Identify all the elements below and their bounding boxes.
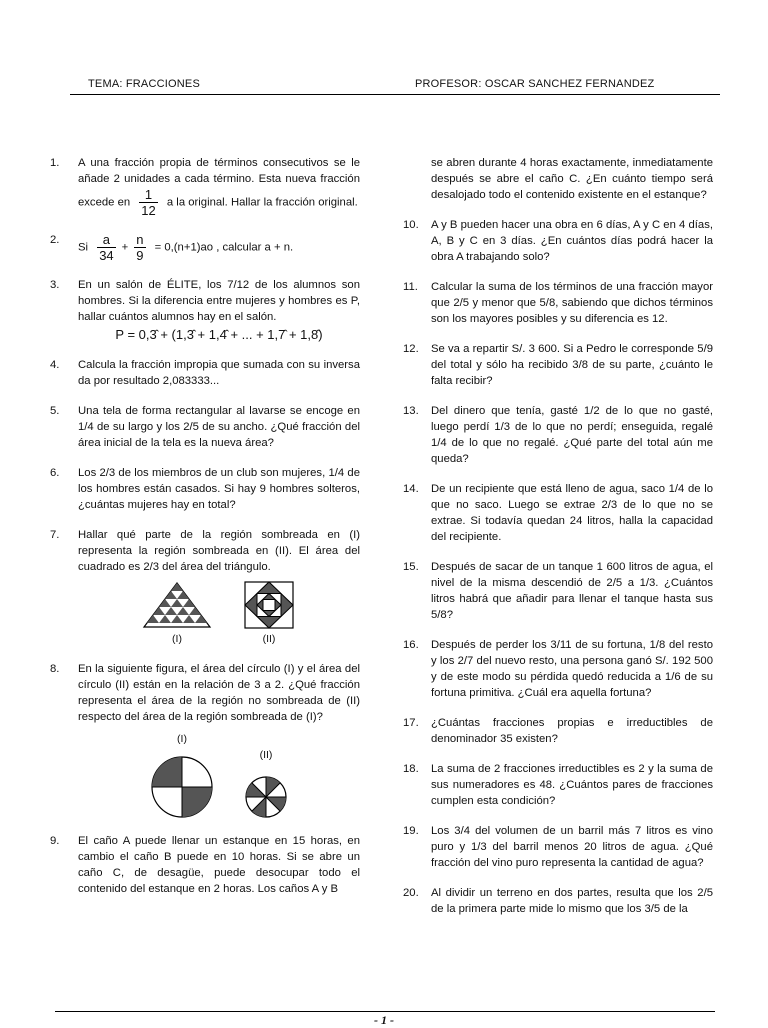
problem-19: 19. Los 3/4 del volumen de un barril más 7 litros es vino puro y 1/3 del barril menos 20 litros de agua. ¿Qué fracción del vino puro representa la cantidad de agua?: [403, 825, 713, 869]
problem-2: 2. Si $\frac{a}{34}$ + $\frac{n}{9}$ = 0,(n+1)ao , calcular a + n.: [50, 232, 294, 263]
problem-1-text-a: A una fracción propia de términos consecutivos se le añade 2 unidades a cada término. Esta nueva fracción excede en: [78, 157, 360, 209]
problem-7: 7. Hallar qué parte de la región sombreada en (I) representa la región sombreada en (II). El área del cuadrado es 2/3 del área del triángulo. (I) (II): [50, 529, 360, 645]
fraction-1-12: $\frac{1}{12}$: [141, 187, 156, 218]
topic-label: TEMA: FRACCIONES: [88, 78, 200, 90]
left-column: [50, 155, 360, 911]
square-figure: [242, 581, 296, 631]
fraction-a-34: $\frac{a}{34}$: [99, 232, 114, 263]
page-number: - 1 -: [374, 1013, 394, 1027]
problem-14: 14. De un recipiente que está lleno de agua, saco 1/4 de lo que no saco. Luego se extrae 2/3 de lo que no se extrae. Si todavía quedan 24 litros, halla la capacidad del recipiente.: [403, 483, 713, 543]
footer-rule: [55, 1011, 715, 1012]
problem-17: 17. ¿Cuántas fracciones propias e irreductibles de denominador 35 existen?: [403, 717, 713, 745]
teacher-label: PROFESOR: OSCAR SANCHEZ FERNANDEZ: [415, 78, 655, 90]
problem-11: 11. Calcular la suma de los términos de una fracción mayor que 2/5 y menor que 5/8, sabiendo que dichos términos son los mayores posibles y su diferencia es 12.: [403, 281, 713, 325]
figures-8: [78, 731, 360, 819]
problem-6: 6. Los 2/3 de los miembros de un club son mujeres, 1/4 de los hombres están casados. Si hay 9 hombres solteros, ¿cuántas mujeres hay en total?: [50, 467, 360, 511]
problem-4: 4. Calcula la fracción impropia que sumada con su inversa da por resultado 2,083333...: [50, 359, 360, 387]
triangle-figure: [142, 581, 212, 631]
problem-20: 20. Al dividir un terreno en dos partes, resulta que los 2/5 de la primera parte mide lo mismo que los 3/5 de la: [403, 887, 713, 915]
figures-7: [78, 581, 360, 647]
problem-8: 8. En la siguiente figura, el área del círculo (I) y el área del círculo (II) están en la relación de 3 a 2. ¿Qué fracción representa el área de la región no sombreada de (II) respecto del área de la región sombreada de (I)? (I) (II): [50, 661, 360, 819]
circle-label-ii: (II): [259, 749, 273, 761]
figure-label-ii: (II): [262, 633, 276, 645]
problem-10: 10. A y B pueden hacer una obra en 6 días, A y C en 4 días, A, B y C en 3 días. ¿En cuántos días podrá hacer la obra A trabajando solo?: [403, 219, 713, 263]
problem-5: 5. Una tela de forma rectangular al lavarse se encoge en 1/4 de su largo y los 2/5 de su ancho. ¿Qué fracción del área inicial de la tela es la nueva área?: [50, 405, 360, 449]
problem-1: 1. A una fracción propia de términos consecutivos se le añade 2 unidades a cada término. Esta nueva fracción excede en $\frac{1}{12}$ a la original. Hallar la fracción original.: [50, 157, 360, 218]
right-column: [403, 155, 713, 931]
problem-3: 3. En un salón de ÉLITE, los 7/12 de los alumnos son hombres. Si la diferencia entre mujeres y hombres es P, hallar cuántos alumnos hay en el salón. P = 0,3̂ + (1,3̂ + 1,4̂ + ... + 1,7̂ + 1,8̂): [50, 279, 360, 342]
problem-12: 12. Se va a repartir S/. 3 600. Si a Pedro le corresponde 5/9 del total y sólo ha recibido 3/8 de su parte, ¿cuánto le falta recibir?: [403, 343, 713, 387]
circle-ii-figure: [244, 775, 288, 819]
problem-13: 13. Del dinero que tenía, gasté 1/2 de lo que no gasté, luego perdí 1/3 de lo que no perdí; enseguida, regalé 1/4 de lo que no regalé. ¿Qué parte del total aún me queda?: [403, 405, 713, 465]
fraction-n-9: $\frac{n}{9}$: [136, 232, 144, 263]
problem-9-continued: se abren durante 4 horas exactamente, inmediatamente después se abre el caño C. ¿En cuánto tiempo será desalojado todo el contenido existente en el estanque?: [431, 157, 713, 201]
problem-1-text-b: a la original. Hallar la fracción original.: [166, 196, 358, 209]
circle-i-figure: [150, 755, 214, 819]
problem-16: 16. Después de perder los 3/11 de su fortuna, 1/8 del resto y los 2/7 del nuevo resto, una persona ganó S/. 192 500 y de este modo su pérdida quedó reducida a 1/6 de su fortuna primitiva. ¿Cuál era aquella fortuna?: [403, 639, 713, 699]
page-header: [70, 76, 720, 95]
problem-9: 9. El caño A puede llenar un estanque en 15 horas, en cambio el caño B puede en 10 horas. Si se abre un caño C, de desagüe, puede desocupar todo el contenido del estanque en 2 horas. Los caños A y B: [50, 835, 360, 895]
problem-18: 18. La suma de 2 fracciones irreductibles es 2 y la suma de sus numeradores es 48. ¿Cuántos pares de fracciones cumplen esta condición?: [403, 763, 713, 807]
formula-p: P = 0,3̂ + (1,3̂ + 1,4̂ + ... + 1,7̂ + 1,8̂): [115, 327, 323, 342]
problem-15: 15. Después de sacar de un tanque 1 600 litros de agua, el nivel de la misma descendió de 2/5 a 1/3. ¿Cuántos litros habrá que añadir para llenar el tanque hasta sus 5/8?: [403, 561, 713, 621]
figure-label-i: (I): [172, 633, 182, 645]
circle-label-i: (I): [177, 733, 187, 745]
